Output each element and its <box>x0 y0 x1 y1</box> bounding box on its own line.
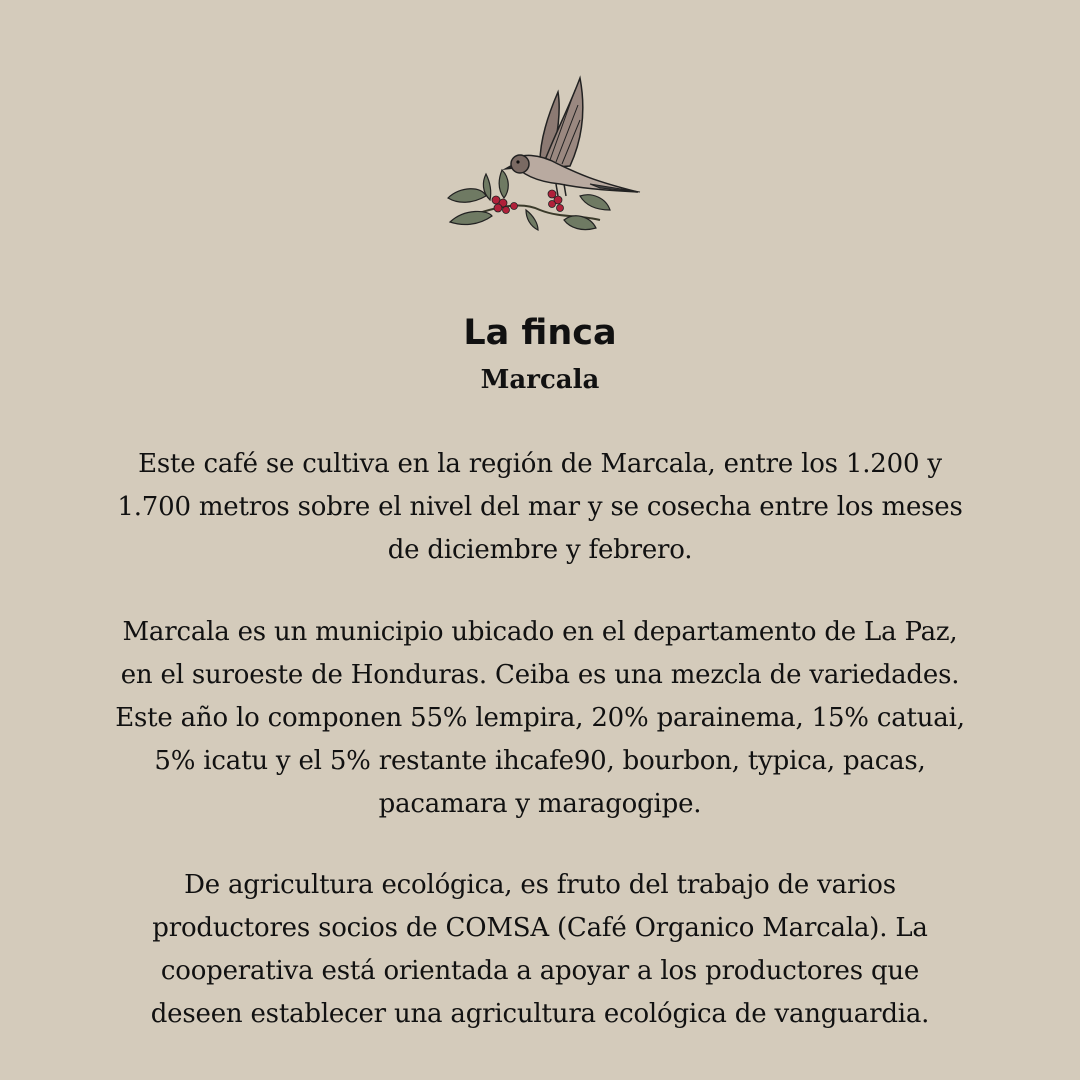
paragraph-line: productores socios de COMSA (Café Organico Marcala). La <box>152 913 928 943</box>
paragraph-cooperative <box>40 864 1040 1036</box>
bird-with-coffee-branch-icon <box>440 70 650 235</box>
paragraph-line: De agricultura ecológica, es fruto del trabajo de varios <box>184 870 896 900</box>
paragraph-line: 5% icatu y el 5% restante ihcafe90, bourbon, typica, pacas, <box>154 746 926 776</box>
paragraph-line: de diciembre y febrero. <box>387 535 693 565</box>
paragraph-line: Este año lo componen 55% lempira, 20% parainema, 15% catuai, <box>115 703 965 733</box>
paragraph-line: cooperativa está orientada a apoyar a los productores que <box>160 956 920 986</box>
paragraph-altitude <box>40 443 1040 572</box>
page-title: La finca <box>463 313 617 353</box>
paragraph-line: pacamara y maragogipe. <box>378 789 702 819</box>
paragraph-line: 1.700 metros sobre el nivel del mar y se cosecha entre los meses <box>117 492 963 522</box>
paragraph-line: Este café se cultiva en la región de Marcala, entre los 1.200 y <box>138 449 942 479</box>
paragraph-line: en el suroeste de Honduras. Ceiba es una mezcla de variedades. <box>120 660 960 690</box>
paragraph-line: Marcala es un municipio ubicado en el departamento de La Paz, <box>122 617 958 647</box>
page-subtitle: Marcala <box>480 365 600 395</box>
paragraph-line: deseen establecer una agricultura ecológica de vanguardia. <box>150 999 930 1029</box>
paragraph-varieties <box>40 611 1040 826</box>
